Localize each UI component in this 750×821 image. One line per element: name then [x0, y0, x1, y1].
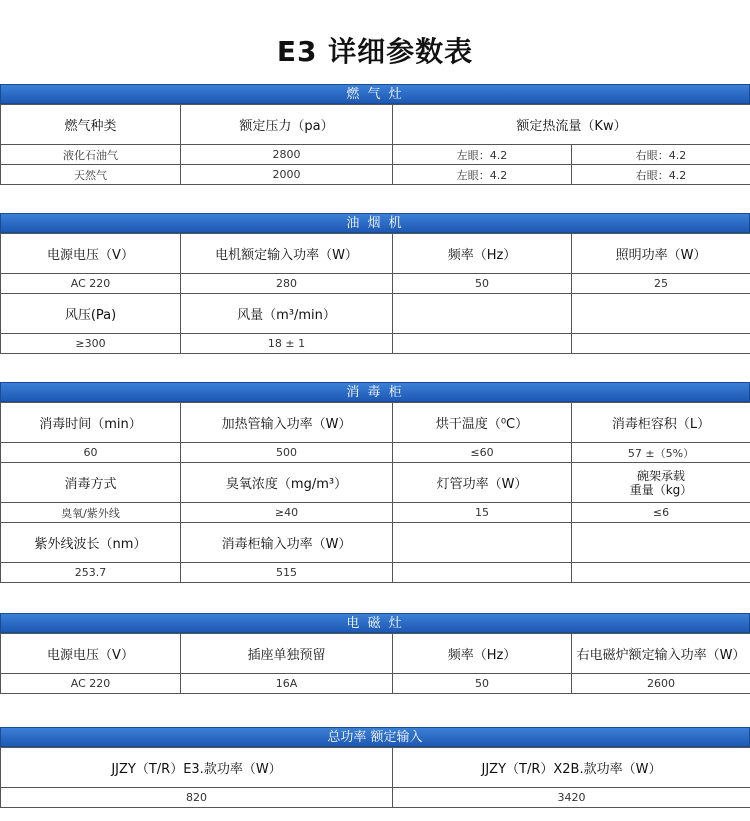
cabinet-table	[0, 402, 750, 583]
cabinet-header: 消 毒 柜	[0, 382, 750, 402]
empty-cell	[572, 334, 750, 354]
value-cell: ≤60	[393, 443, 572, 463]
table-row	[1, 443, 750, 463]
value-cell: 280	[181, 274, 393, 294]
value-cell: 60	[1, 443, 181, 463]
header-cell: 风量（m³/min）	[181, 294, 393, 334]
value-cell: 2000	[181, 165, 393, 185]
empty-cell	[572, 523, 750, 563]
header-cell: 风压(Pa)	[1, 294, 181, 334]
table-row	[1, 274, 750, 294]
value-cell: AC 220	[1, 274, 181, 294]
induction-section	[0, 613, 750, 694]
header-cell: 电源电压（V）	[1, 234, 181, 274]
total-header: 总功率 额定输入	[0, 727, 750, 747]
header-cell: 插座单独预留	[181, 634, 393, 674]
header-cell: 臭氧浓度（mg/m³）	[181, 463, 393, 503]
header-cell: JJZY（T/R）X2B.款功率（W）	[393, 748, 750, 788]
header-cell: 照明功率（W）	[572, 234, 750, 274]
header-cell: 右电磁炉额定输入功率（W）	[572, 634, 750, 674]
value-cell: 50	[393, 674, 572, 694]
value-cell: 左眼：4.2	[393, 145, 572, 165]
value-cell: 15	[393, 503, 572, 523]
stove-header: 燃 气 灶	[0, 84, 750, 104]
table-row	[1, 503, 750, 523]
empty-cell	[393, 523, 572, 563]
value-cell: 25	[572, 274, 750, 294]
header-cell: JJZY（T/R）E3.款功率（W）	[1, 748, 393, 788]
hood-table	[0, 233, 750, 354]
value-cell: ≤6	[572, 503, 750, 523]
empty-cell	[393, 334, 572, 354]
header-cell: 额定热流量（Kw）	[393, 105, 750, 145]
empty-cell	[572, 294, 750, 334]
value-cell: ≥300	[1, 334, 181, 354]
page-title: E3 详细参数表	[276, 35, 474, 68]
value-cell: 500	[181, 443, 393, 463]
hood-section	[0, 213, 750, 354]
value-cell: 16A	[181, 674, 393, 694]
total-table	[0, 747, 750, 808]
table-row	[1, 145, 750, 165]
header-cell: 碗架承载 重量（kg）	[572, 463, 750, 503]
header-cell: 紫外线波长（nm）	[1, 523, 181, 563]
header-cell: 消毒柜容积（L）	[572, 403, 750, 443]
value-cell: 2600	[572, 674, 750, 694]
table-row	[1, 788, 750, 808]
empty-cell	[572, 563, 750, 583]
table-row	[1, 294, 750, 334]
value-cell: AC 220	[1, 674, 181, 694]
stove-table	[0, 104, 750, 185]
header-cell: 消毒柜输入功率（W）	[181, 523, 393, 563]
value-cell: ≥40	[181, 503, 393, 523]
stove-section	[0, 84, 750, 185]
header-cell: 额定压力（pa）	[181, 105, 393, 145]
cabinet-section	[0, 382, 750, 583]
table-row	[1, 234, 750, 274]
value-cell: 3420	[393, 788, 750, 808]
table-row	[1, 523, 750, 563]
hood-header: 油 烟 机	[0, 213, 750, 233]
empty-cell	[393, 563, 572, 583]
induction-table	[0, 633, 750, 694]
value-cell: 253.7	[1, 563, 181, 583]
header-cell: 灯管功率（W）	[393, 463, 572, 503]
table-row	[1, 674, 750, 694]
value-cell: 50	[393, 274, 572, 294]
value-cell: 57 ±（5%）	[572, 443, 750, 463]
header-cell: 电源电压（V）	[1, 634, 181, 674]
table-row	[1, 634, 750, 674]
value-cell: 右眼：4.2	[572, 145, 750, 165]
table-row	[1, 165, 750, 185]
value-cell: 18 ± 1	[181, 334, 393, 354]
header-cell: 烘干温度（⁰C）	[393, 403, 572, 443]
table-row	[1, 105, 750, 145]
value-cell: 左眼：4.2	[393, 165, 572, 185]
value-cell: 液化石油气	[1, 145, 181, 165]
header-cell: 燃气种类	[1, 105, 181, 145]
header-cell: 消毒方式	[1, 463, 181, 503]
header-cell: 消毒时间（min）	[1, 403, 181, 443]
total-section	[0, 727, 750, 808]
value-cell: 2800	[181, 145, 393, 165]
table-row	[1, 463, 750, 503]
value-cell: 820	[1, 788, 393, 808]
header-cell: 加热管输入功率（W）	[181, 403, 393, 443]
value-cell: 天然气	[1, 165, 181, 185]
table-row	[1, 563, 750, 583]
empty-cell	[393, 294, 572, 334]
table-row	[1, 334, 750, 354]
header-cell: 频率（Hz）	[393, 634, 572, 674]
value-cell: 臭氧/紫外线	[1, 503, 181, 523]
value-cell: 515	[181, 563, 393, 583]
table-row	[1, 403, 750, 443]
value-cell: 右眼：4.2	[572, 165, 750, 185]
induction-header: 电 磁 灶	[0, 613, 750, 633]
table-row	[1, 748, 750, 788]
header-cell: 频率（Hz）	[393, 234, 572, 274]
header-cell: 电机额定输入功率（W）	[181, 234, 393, 274]
